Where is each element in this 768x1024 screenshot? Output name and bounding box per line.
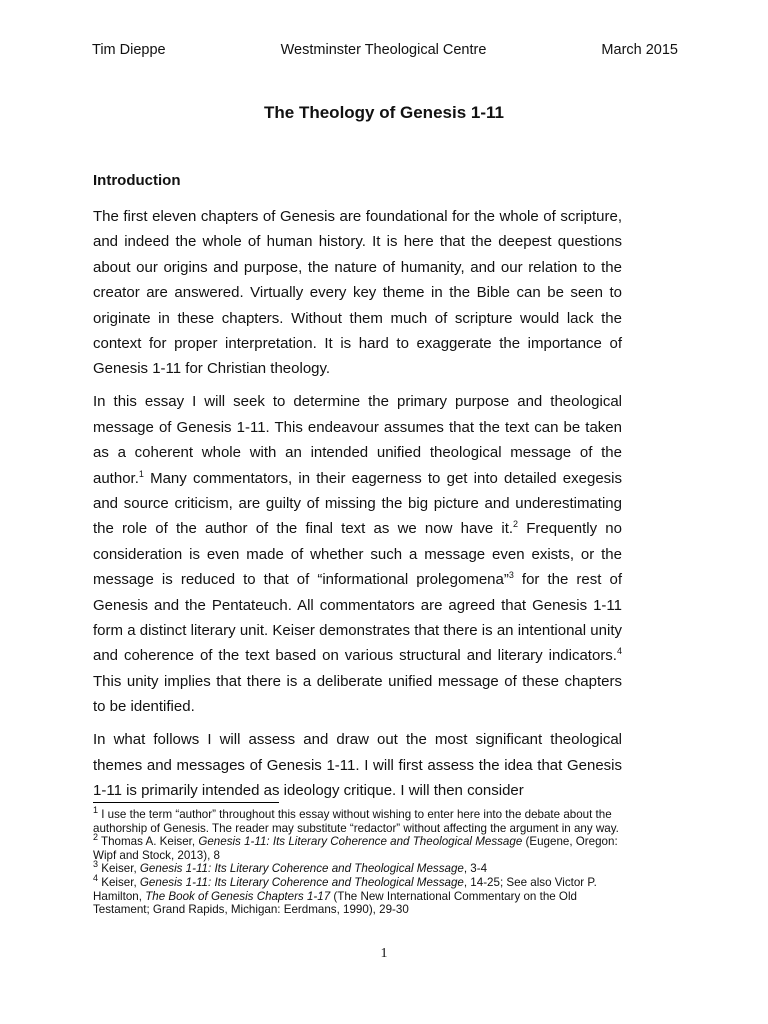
paragraph-2-part-b: Many commentators, in their eagerness to get into detailed exegesis and source criticism, are guilty of missing the big picture and underestimating the role of the author of the final text as we now have it. (93, 469, 622, 538)
paragraph-1: The first eleven chapters of Genesis are foundational for the whole of scripture, and indeed the whole of human history. It is here that the deepest questions about our origins and purpose, the nature of humanity, and our relation to the creator are answered. Virtually every key theme in the Bible can be seen to originate in these chapters. Without them much of scripture would lack the context for proper interpretation. It is hard to exaggerate the importance of Genesis 1-11 for Christian theology. (93, 208, 622, 378)
footnote-2-author: Thomas A. Keiser, (98, 835, 199, 849)
footnote-ref-3[interactable]: 3 (508, 570, 514, 581)
footnote-ref-1[interactable]: 1 (138, 468, 144, 479)
footnotes (93, 805, 633, 917)
footnote-1 (93, 805, 633, 835)
footnote-4-pages: , 14-25; See also Victor P. Hamilton, (93, 875, 597, 903)
footnote-3-book-title: Genesis 1-11: Its Literary Coherence and Theological Message (139, 862, 464, 876)
footnote-4-number: 4 (93, 873, 99, 884)
footnote-2 (93, 832, 633, 862)
paragraph-2 (93, 389, 622, 719)
paragraph-2-part-d: for the rest of Genesis and the Pentateuch. All commentators are agreed that Genesis 1-11 form a distinct literary unit. Keiser demonstrates that there is an intentional unity and coherence of the text based on various structural and literary indicators. (93, 571, 622, 665)
footnote-separator (93, 802, 279, 803)
footnote-3-pages: , 3-4 (463, 862, 488, 876)
paragraph-2-part-a: In this essay I will seek to determine the primary purpose and theological message of Genesis 1-11. This endeavour assumes that the text can be taken as a coherent whole with an intended unified theological message of the author. (93, 393, 622, 487)
footnote-ref-2[interactable]: 2 (513, 519, 519, 530)
header-date: March 2015 (601, 42, 678, 58)
footnote-ref-4[interactable]: 4 (616, 646, 622, 657)
paragraph-2-part-c: Frequently no consideration is even made of whether such a message even exists, or the message is reduced to that of “informational prolegomena” (93, 520, 622, 589)
footnote-2-book-title: Genesis 1-11: Its Literary Coherence and Theological Message (198, 835, 523, 849)
page-number: 1 (380, 946, 388, 961)
footnote-4-book-title-2: The Book of Genesis Chapters 1-17 (145, 889, 331, 903)
body-text (93, 204, 622, 811)
header-author: Tim Dieppe (92, 42, 166, 58)
footnote-3-number: 3 (93, 859, 99, 870)
footnote-3 (93, 859, 633, 876)
footnote-4-author: Keiser, (98, 875, 140, 889)
paragraph-2-part-e: This unity implies that there is a deliberate unified message of these chapters to be identified. (93, 672, 622, 716)
footnote-1-number: 1 (93, 805, 99, 816)
page-header (92, 42, 678, 62)
footnote-2-publication: (Eugene, Oregon: Wipf and Stock, 2013), 8 (93, 835, 618, 862)
footnote-4-book-title: Genesis 1-11: Its Literary Coherence and Theological Message (139, 875, 464, 889)
footnote-4-publication: (The New International Commentary on the Old Testament; Grand Rapids, Michigan: Eerdmans, 1990), 29-30 (93, 889, 577, 917)
footnote-2-number: 2 (93, 832, 99, 843)
footnote-1-text: I use the term “author” throughout this essay without wishing to enter here into the debate about the authorship of Genesis. The reader may substitute “redactor” without affecting the argument in any way. (93, 808, 619, 835)
paragraph-3: In what follows I will assess and draw out the most significant theological themes and messages of Genesis 1-11. I will first assess the idea that Genesis 1-11 is primarily intended as ideology critique. I will then consider (93, 731, 622, 799)
document-title: The Theology of Genesis 1-11 (264, 103, 504, 122)
footnote-4 (93, 873, 633, 917)
header-institution: Westminster Theological Centre (280, 42, 487, 58)
footnote-3-author: Keiser, (98, 862, 140, 876)
section-heading: Introduction (93, 172, 181, 189)
